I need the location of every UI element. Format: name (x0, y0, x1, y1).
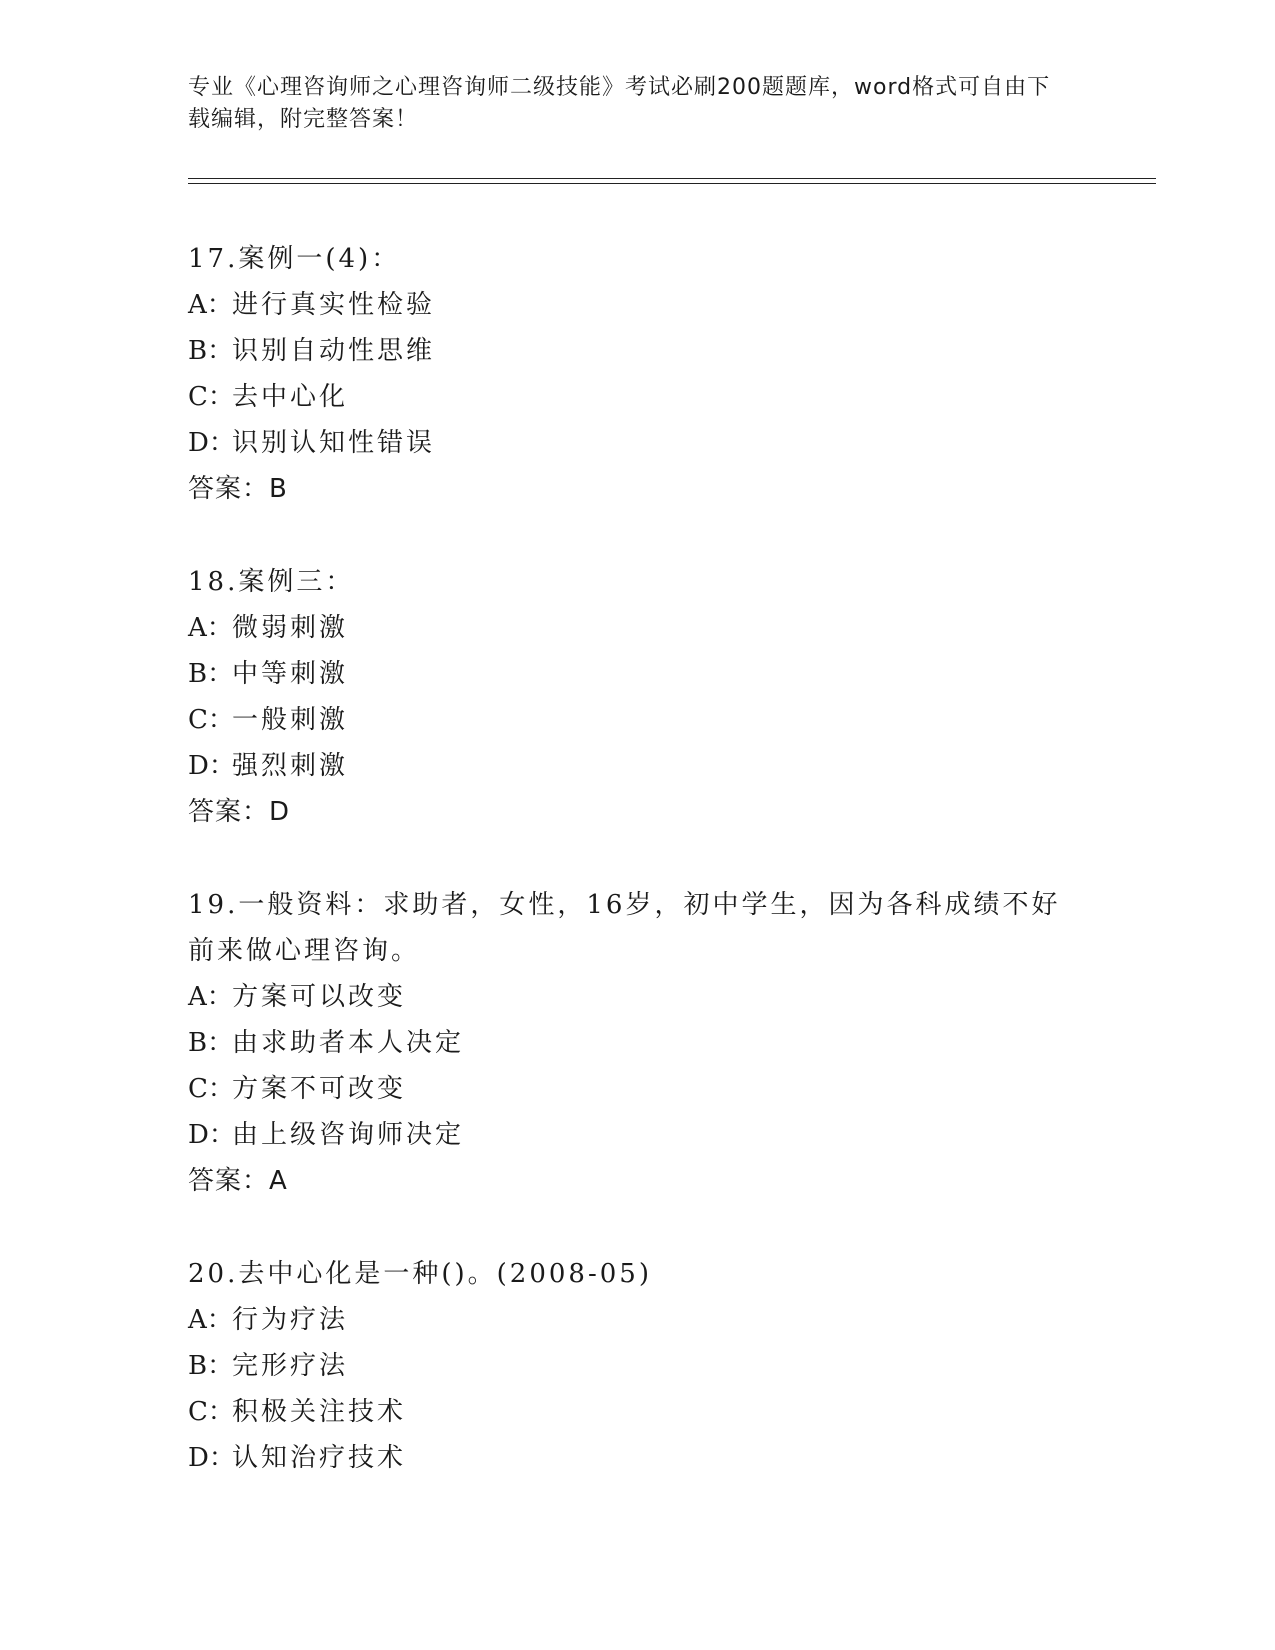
header-rule-bottom (188, 183, 1156, 184)
option-d (188, 1112, 1088, 1158)
question-text: 一般资料：求助者，女性，16岁，初中学生，因为各科成绩不好前来做心理咨询。 (188, 890, 1061, 966)
option-text: 识别认知性错误 (232, 428, 436, 458)
option-text: 方案可以改变 (232, 982, 407, 1012)
option-text: 认知治疗技术 (232, 1443, 407, 1473)
option-key: D： (188, 751, 235, 781)
option-key: B： (188, 659, 234, 689)
option-a (188, 282, 1088, 328)
option-key: C： (188, 705, 234, 735)
option-c (188, 697, 1088, 743)
question-number: 18. (188, 567, 239, 597)
option-d (188, 420, 1088, 466)
question-text: 案例三： (238, 567, 355, 597)
option-key: D： (188, 428, 235, 458)
option-b (188, 328, 1088, 374)
option-text: 中等刺激 (232, 659, 349, 689)
answer-line: 答案：B (188, 474, 288, 504)
option-a (188, 605, 1088, 651)
option-key: B： (188, 1028, 234, 1058)
option-key: B： (188, 1351, 234, 1381)
option-text: 一般刺激 (232, 705, 349, 735)
question-list (188, 236, 1088, 1528)
question-number: 20. (188, 1259, 239, 1289)
option-text: 方案不可改变 (232, 1074, 407, 1104)
option-b (188, 1020, 1088, 1066)
option-key: C： (188, 382, 234, 412)
question-19 (188, 882, 1088, 1204)
option-key: A： (188, 290, 233, 320)
question-stem (188, 882, 1088, 974)
option-a (188, 974, 1088, 1020)
question-stem (188, 236, 1088, 282)
question-number: 17. (188, 244, 239, 274)
answer-line: 答案：A (188, 1166, 288, 1196)
option-key: A： (188, 982, 233, 1012)
option-text: 行为疗法 (232, 1305, 349, 1335)
option-key: C： (188, 1074, 234, 1104)
option-key: D： (188, 1443, 235, 1473)
option-text: 由上级咨询师决定 (232, 1120, 465, 1150)
option-key: D： (188, 1120, 235, 1150)
option-a (188, 1297, 1088, 1343)
option-text: 识别自动性思维 (232, 336, 436, 366)
option-d (188, 743, 1088, 789)
header-rule-top (188, 178, 1156, 179)
question-18 (188, 559, 1088, 835)
option-text: 积极关注技术 (232, 1397, 407, 1427)
document-header: 专业《心理咨询师之心理咨询师二级技能》考试必刷200题题库，word格式可自由下载编辑，附完整答案！ (188, 75, 1051, 132)
option-b (188, 1343, 1088, 1389)
option-b (188, 651, 1088, 697)
option-text: 进行真实性检验 (232, 290, 436, 320)
option-text: 由求助者本人决定 (232, 1028, 465, 1058)
option-key: A： (188, 613, 233, 643)
question-17 (188, 236, 1088, 512)
option-key: A： (188, 1305, 233, 1335)
option-d (188, 1435, 1088, 1481)
option-c (188, 1389, 1088, 1435)
question-20 (188, 1251, 1088, 1481)
answer-line: 答案：D (188, 797, 291, 827)
question-text: 案例一(4)： (238, 244, 401, 274)
option-text: 微弱刺激 (232, 613, 349, 643)
option-text: 完形疗法 (232, 1351, 349, 1381)
question-stem (188, 1251, 1088, 1297)
option-key: B： (188, 336, 234, 366)
option-key: C： (188, 1397, 234, 1427)
question-stem (188, 559, 1088, 605)
option-text: 强烈刺激 (232, 751, 349, 781)
option-c (188, 1066, 1088, 1112)
option-c (188, 374, 1088, 420)
question-number: 19. (188, 890, 239, 920)
question-text: 去中心化是一种()。(2008-05) (238, 1259, 652, 1289)
option-text: 去中心化 (232, 382, 349, 412)
